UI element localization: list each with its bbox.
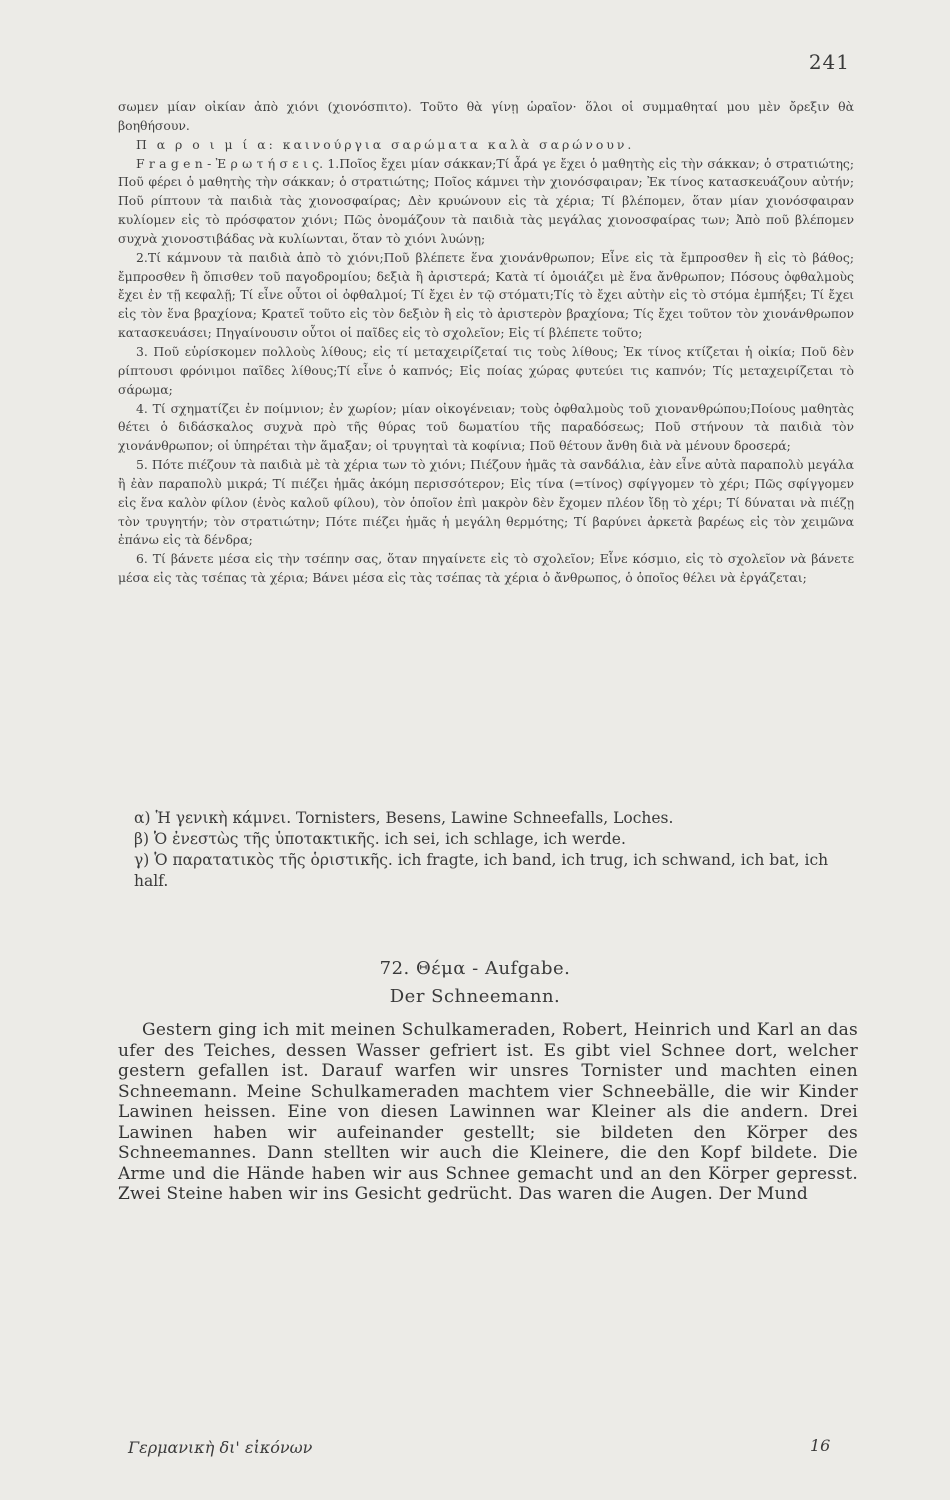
section-subtitle: Der Schneemann.	[389, 986, 561, 1007]
german-composition	[118, 1020, 858, 1205]
proverb-line: Π α ρ ο ι μ ί α: καινούργια σαρώματα καλὰ σαρώνουν.	[136, 136, 635, 152]
questions-intro: F r a g e n - Ἐ ρ ω τ ή σ ε ι ς. 1.Ποῖος ἔχει μίαν σάκκαν;Τί ἆρά γε ἔχει ὁ μαθητὴς εἰς τὴν σάκκαν; ὁ στρατιώτης; Ποῦ φέρει ὁ μαθητὴς τὴν σάκκαν; ὁ στρατιώτης; Ποῖος κάμνει τὴν χιονόσφαιραν; Ἐκ τίνος κατασκευάζουν αὐτήν; Ποῦ ρίπτουν τὰ παιδιὰ τὰς χιονοσφαίρας; Δὲν κρυώνουν εἰς τὰ χέρια; Τί βλέπομεν, ὅταν μίαν χιονόσφαιραν κυλίομεν εἰς τὸ πρόσφατον χιόνι; Πῶς ὀνομάζουν τὰ παιδιὰ τὰς μεγάλας χιονοσφαίρας των; Ἀπὸ ποῦ βλέπομεν συχνὰ χιονοστιβάδας νὰ κυλίωνται, ὅταν τὸ χιόνι λυώνῃ;	[118, 155, 854, 246]
greek-paragraph: σωμεν μίαν οἰκίαν ἀπὸ χιόνι (χιονόσπιτο). Τοῦτο θὰ γίνῃ ὡραῖον· ὅλοι οἱ συμμαθηταί μου μὲν ὄρεξιν θὰ βοηθήσουν.	[118, 99, 854, 133]
grammar-item-subjunctive: β) Ὁ ἐνεστὼς τῆς ὑποτακτικῆς. ich sei, ich schlage, ich werde.	[134, 830, 626, 848]
printer-signature: Γερμανικὴ δι' εἰκόνων	[128, 1438, 313, 1457]
question-group-5: 5. Πότε πιέζουν τὰ παιδιὰ μὲ τὰ χέρια των τὸ χιόνι; Πιέζουν ἡμᾶς τὰ σανδάλια, ἐὰν εἶνε αὐτὰ παραπολὺ μεγάλα ἢ ἐὰν παραπολὺ μικρά; Τί πιέζει ἡμᾶς ἀκόμη περισσότερον; Εἰς τίνα (=τίνος) σφίγγομεν τὸ χέρι; Πῶς σφίγγομεν εἰς ἕνα καλὸν φίλον (ἑνὸς καλοῦ φίλου), τὸν ὁποῖον ἐπὶ μακρὸν δὲν ἔχομεν πλέον ἴδῃ τὸ χέρι; Τί δύναται νὰ πιέζῃ τὸν τρυγητήν; τὸν στρατιώτην; Πότε πιέζει ἡμᾶς ἡ μεγάλη θερμότης; Τί βαρύνει ἀρκετὰ βαρέως εἰς τὸν χειμῶνα ἐπάνω εἰς τὰ δένδρα;	[118, 457, 854, 548]
grammar-item-genitive: α) Ἡ γενικὴ κάμνει. Tornisters, Besens, Lawine Schneefalls, Loches.	[134, 809, 674, 827]
grammar-item-imperfect: γ) Ὁ παρατατικὸς τῆς ὁριστικῆς. ich fragte, ich band, ich trug, ich schwand, ich bat, ich half.	[134, 851, 829, 890]
question-group-6: 6. Τί βάνετε μέσα εἰς τὴν τσέπην σας, ὅταν πηγαίνετε εἰς τὸ σχολεῖον; Εἶνε κόσμιο, εἰς τὸ σχολεῖον νὰ βάνετε μέσα εἰς τὰς τσέπας τὰ χέρια; Βάνει μέσα εἰς τὰς τσέπας τὰ χέρια ὁ ἄνθρωπος, ὁ ὁποῖος θέλει νὰ ἐργάζεται;	[118, 551, 854, 586]
question-group-4: 4. Τί σχηματίζει ἐν ποίμνιον; ἐν χωρίον; μίαν οἰκογένειαν; τοὺς ὀφθαλμοὺς τοῦ χιονανθρώπου;Ποίους μαθητὰς θέτει ὁ διδάσκαλος συχνὰ πρὸ τῆς θύρας τοῦ δωματίου τῆς παραδόσεως; Ποῦ στήνουν τὰ παιδιὰ τὸν χιονάνθρωπον; οἱ ὑπηρέται τὴν ἅμαξαν; οἱ τρυγηταὶ τὰ κοφίνια; Ποῦ θέτουν ἄνθη διὰ νὰ μένουν δροσερά;	[118, 400, 854, 454]
sheet-number: 16	[810, 1436, 831, 1455]
question-group-2: 2.Τί κάμνουν τὰ παιδιὰ ἀπὸ τὸ χιόνι;Ποῦ βλέπετε ἕνα χιονάνθρωπον; Εἶνε εἰς τὰ ἔμπροσθεν ἢ εἰς τὸ βάθος; ἔμπροσθεν ἢ ὄπισθεν τοῦ παγοδρομίου; δεξιὰ ἢ ἀριστερά; Κατὰ τί ὁμοιάζει μὲ ἕνα ἄνθρωπον; Πόσους ὀφθαλμοὺς ἔχει ἐν τῇ κεφαλῇ; Τί εἶνε οὗτοι οἱ ὀφθαλμοί; Τί ἔχει ἐν τῷ στόματι;Τίς τὸ ἔχει αὐτὴν εἰς τὸ στόμα ἐμπήξει; Τί ἔχει εἰς τὸν ἕνα βραχίονα; Κρατεῖ τοῦτο εἰς τὸν δεξιὸν ἢ εἰς τὸ ἀριστερὸν βραχίονα; Τίς ἔχει τοῦτον τὸν χιονάνθρωπον κατασκευάσει; Πηγαίνουσιν οὗτοι οἱ παῖδες εἰς τὸ σχολεῖον; Εἰς τί βλέπετε τοῦτο;	[118, 249, 854, 341]
question-group-3: 3. Ποῦ εὑρίσκομεν πολλοὺς λίθους; εἰς τί μεταχειρίζεταί τις τοὺς λίθους; Ἐκ τίνος κτίζεται ἡ οἰκία; Ποῦ δὲν ρίπτουσι φρόνιμοι παῖδες λίθους;Τί εἶνε ὁ καπνός; Εἰς ποίας χώρας φυτεύει τις καπνόν; Τίς μεταχειρίζεται τὸ σάρωμα;	[118, 343, 854, 397]
greek-exercise-text	[118, 98, 854, 588]
section-title: 72. Θέμα - Aufgabe.	[379, 958, 571, 979]
grammar-exercises	[118, 808, 854, 892]
german-paragraph: Gestern ging ich mit meinen Schulkameraden, Robert, Heinrich und Karl an das ufer des Teiches, dessen Wasser gefriert ist. Es gibt viel Schnee dort, welcher gestern gefallen ist. Darauf warfen wir unsres Tornister und machten einen Schneemann. Meine Schulkameraden machtem vier Schneebälle, die wir Kinder Lawinen heissen. Eine von diesen Lawinnen war Kleiner als die andern. Drei Lawinen haben wir aufeinander gestellt; sie bildeten den Körper des Schneemannes. Dann stellten wir auch die Kleinere, die den Kopf bildete. Die Arme und die Hände haben wir aus Schnee gemacht und an den Körper gepresst. Zwei Steine haben wir ins Gesicht gedrücht. Das waren die Augen. Der Mund	[118, 1020, 858, 1204]
page-number: 241	[808, 50, 850, 74]
